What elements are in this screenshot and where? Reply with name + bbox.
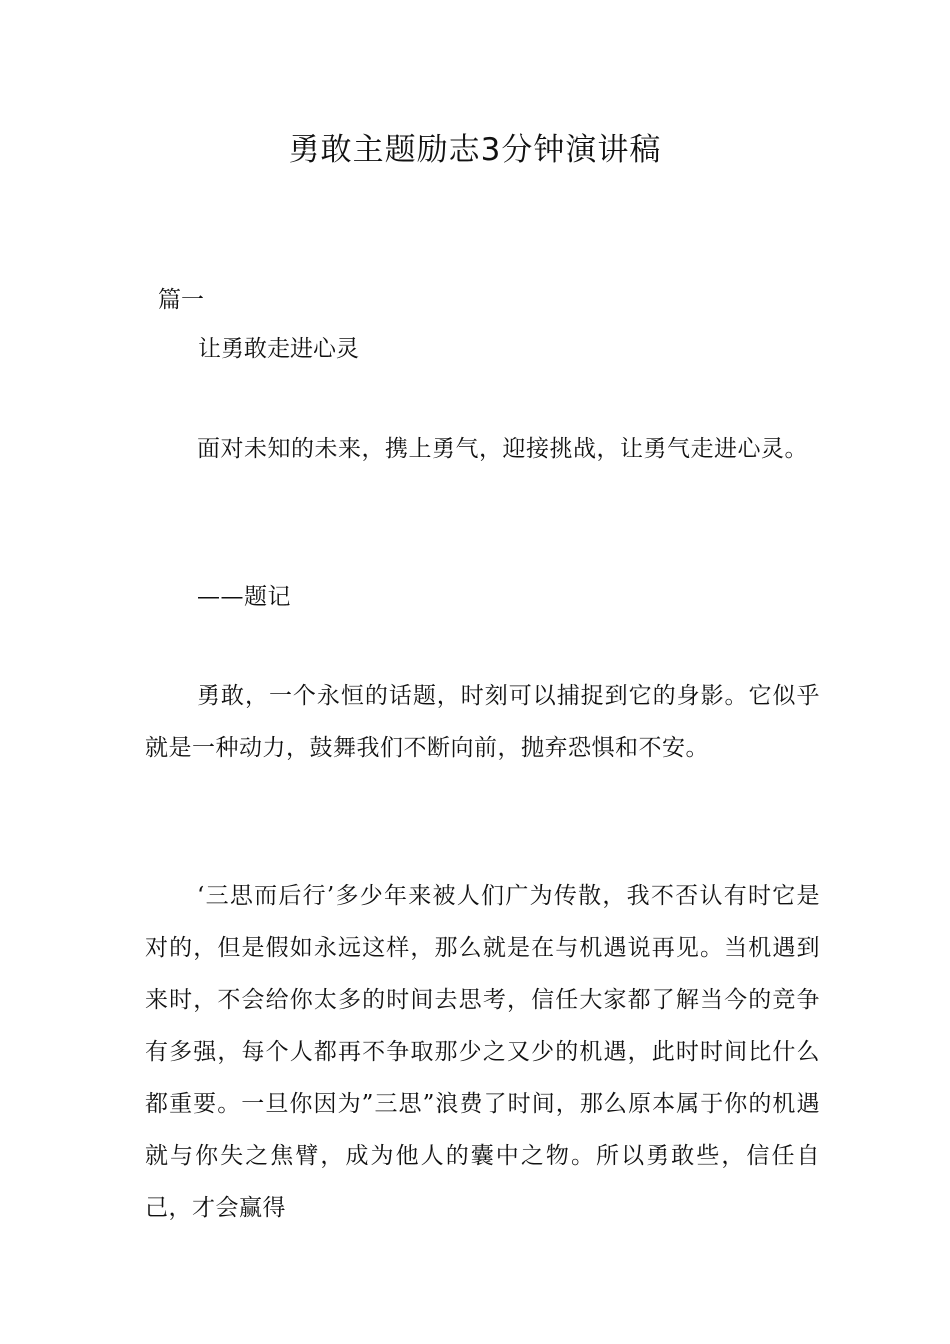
section-subtitle: 让勇敢走进心灵 [198, 336, 359, 362]
paragraph-courage: 勇敢，一个永恒的话题，时刻可以捕捉到它的身影。它似乎就是一种动力，鼓舞我们不断向前，抛弃恐惧和不安。 [145, 683, 820, 761]
paragraph-intro: 面对未知的未来，携上勇气，迎接挑战，让勇气走进心灵。 [197, 436, 808, 462]
document-title: 勇敢主题励志3分钟演讲稿 [288, 132, 662, 168]
paragraph-epigraph-attribution: ——题记 [197, 584, 291, 610]
paragraph-think-thrice: ‘三思而后行’多少年来被人们广为传散，我不否认有时它是对的，但是假如永远这样，那么就是在与机遇说再见。当机遇到来时，不会给你太多的时间去思考，信任大家都了解当今的竞争有多强，每个人都再不争取那少之又少的机遇，此时时间比什么都重要。一旦你因为”三思”浪费了时间，那么原本属于你的机遇就与你失之焦臂，成为他人的囊中之物。所以勇敢些，信任自己，才会赢得 [145, 883, 820, 1221]
section-label: 篇一 [158, 287, 204, 313]
